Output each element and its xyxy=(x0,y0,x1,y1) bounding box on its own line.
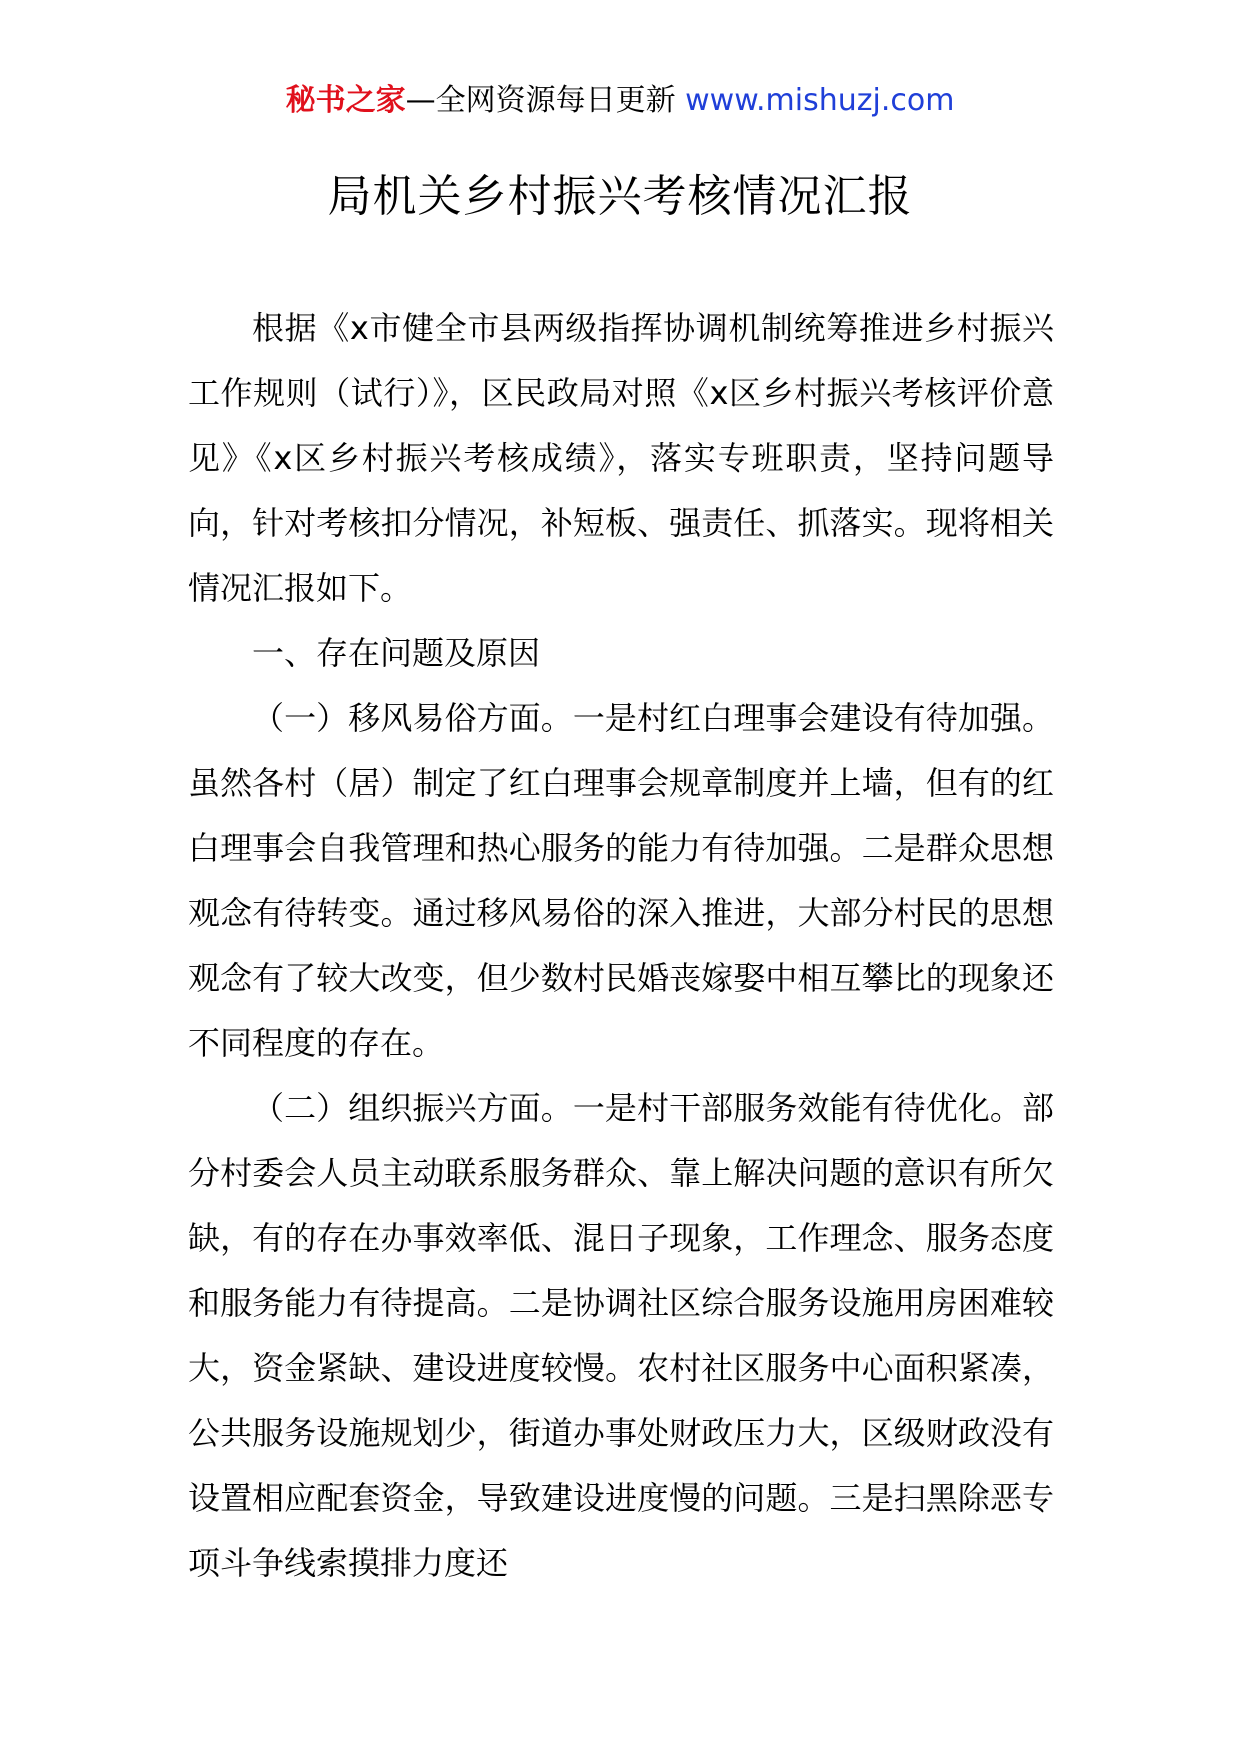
site-url-link[interactable]: www.mishuzj.com xyxy=(685,83,955,118)
intro-paragraph: 根据《x市健全市县两级指挥协调机制统筹推进乡村振兴工作规则（试行）》，区民政局对照《x区乡村振兴考核评价意见》《x区乡村振兴考核成绩》，落实专班职责，坚持问题导向，针对考核扣分情况，补短板、强责任、抓落实。现将相关情况汇报如下。 xyxy=(188,309,1054,607)
site-tagline: —全网资源每日更新 xyxy=(405,83,686,118)
site-header xyxy=(0,78,1240,124)
document-body xyxy=(188,296,1054,1596)
site-name: 秘书之家 xyxy=(285,83,406,118)
document-title: 局机关乡村振兴考核情况汇报 xyxy=(327,171,913,222)
section-heading: 一、存在问题及原因 xyxy=(252,634,541,672)
body-paragraph: （二）组织振兴方面。一是村干部服务效能有待优化。部分村委会人员主动联系服务群众、靠上解决问题的意识有所欠缺，有的存在办事效率低、混日子现象，工作理念、服务态度和服务能力有待提高。二是协调社区综合服务设施用房困难较大，资金紧缺、建设进度较慢。农村社区服务中心面积紧凑，公共服务设施规划少，街道办事处财政压力大，区级财政没有设置相应配套资金，导致建设进度慢的问题。三是扫黑除恶专项斗争线索摸排力度还 xyxy=(188,1089,1054,1582)
body-paragraph: （一）移风易俗方面。一是村红白理事会建设有待加强。虽然各村（居）制定了红白理事会规章制度并上墙，但有的红白理事会自我管理和热心服务的能力有待加强。二是群众思想观念有待转变。通过移风易俗的深入推进，大部分村民的思想观念有了较大改变，但少数村民婚丧嫁娶中相互攀比的现象还不同程度的存在。 xyxy=(188,699,1054,1062)
